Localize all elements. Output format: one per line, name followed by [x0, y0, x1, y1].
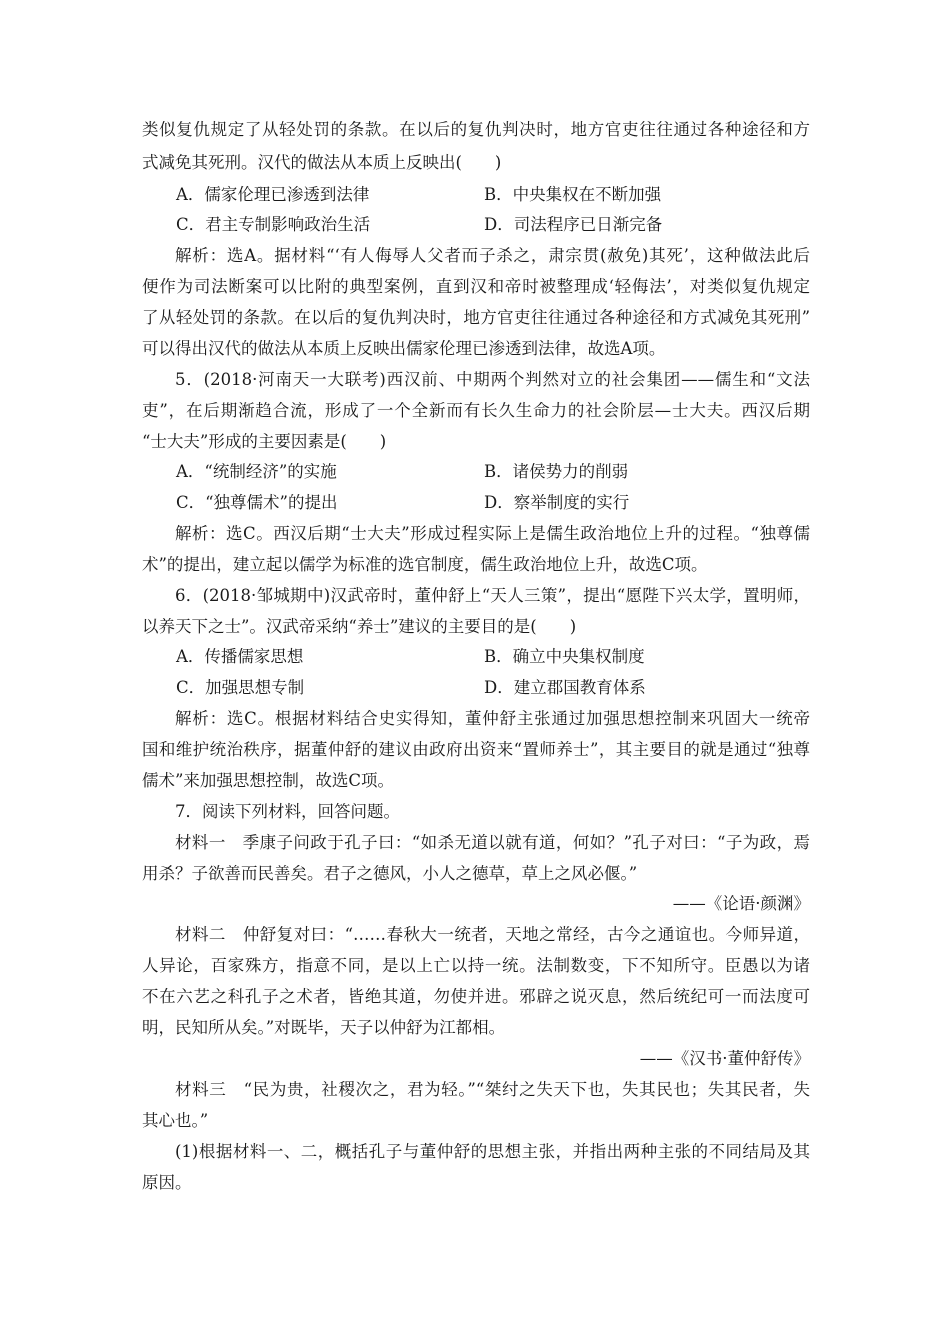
analysis-line: 了从轻处罚的条款。在以后的复仇判决时，地方官吏往往通过各种途径和方式减免其死刑”	[142, 308, 810, 327]
source-citation: ——《论语·颜渊》	[672, 894, 810, 913]
option-d: D．察举制度的实行	[484, 493, 630, 512]
question-6: 6．(2018·邹城期中)汉武帝时，董仲舒上“天人三策”，提出“愿陛下兴太学，置明师，	[175, 586, 810, 605]
option-c: C．加强思想专制	[176, 678, 305, 697]
analysis-line: 解析：选A。据材料“‘有人侮辱人父者而子杀之，肃宗贯(赦免)其死’，这种做法此后	[175, 246, 810, 265]
analysis-line: 便作为司法断案可以比附的典型案例，直到汉和帝时被整理成‘轻侮法’，对类似复仇规定	[142, 277, 810, 296]
question-line: “士大夫”形成的主要因素是( )	[142, 432, 387, 451]
source-citation: ——《汉书·董仲舒传》	[639, 1049, 810, 1068]
analysis-line: 国和维护统治秩序，据董仲舒的建议由政府出资来“置师养士”，其主要目的就是通过“独尊	[142, 740, 810, 759]
material-line: 用杀？子欲善而民善矣。君子之德风，小人之德草，草上之风必偃。”	[142, 864, 638, 883]
sub-question-1: (1)根据材料一、二，概括孔子与董仲舒的思想主张，并指出两种主张的不同结局及其	[175, 1142, 810, 1161]
analysis-line: 解析：选C。根据材料结合史实得知，董仲舒主张通过加强思想控制来巩固大一统帝	[175, 709, 810, 728]
option-d: D．司法程序已日渐完备	[484, 215, 663, 234]
option-b: B．诸侯势力的削弱	[484, 462, 629, 481]
material-line: 不在六艺之科孔子之术者，皆绝其道，勿使并进。邪辟之说灭息，然后统纪可一而法度可	[142, 987, 810, 1006]
question-line: 以养天下之士”。汉武帝采纳“养士”建议的主要目的是( )	[142, 617, 577, 636]
question-7: 7．阅读下列材料，回答问题。	[175, 802, 400, 821]
option-a: A．儒家伦理已渗透到法律	[176, 185, 370, 204]
option-c: C．君主专制影响政治生活	[176, 215, 371, 234]
question-5: 5．(2018·河南天一大联考)西汉前、中期两个判然对立的社会集团——儒生和“文法	[175, 370, 810, 389]
material-3: 材料三 “民为贵，社稷次之，君为轻。”“桀纣之失天下也，失其民也；失其民者，失	[175, 1080, 810, 1099]
text-line: 式减免其死刑。汉代的做法从本质上反映出( )	[142, 153, 502, 172]
text-line: 类似复仇规定了从轻处罚的条款。在以后的复仇判决时，地方官吏往往通过各种途径和方	[142, 120, 810, 139]
material-2: 材料二 仲舒复对曰：“……春秋大一统者，天地之常经，古今之通谊也。今师异道，	[175, 925, 810, 944]
analysis-line: 解析：选C。西汉后期“士大夫”形成过程实际上是儒生政治地位上升的过程。“独尊儒	[175, 524, 810, 543]
analysis-line: 可以得出汉代的做法从本质上反映出儒家伦理已渗透到法律，故选A项。	[142, 339, 666, 358]
material-line: 其心也。”	[142, 1111, 209, 1130]
question-line: 吏”，在后期渐趋合流，形成了一个全新而有长久生命力的社会阶层—士大夫。西汉后期	[142, 401, 810, 420]
material-1: 材料一 季康子问政于孔子曰：“如杀无道以就有道，何如？”孔子对曰：“子为政，焉	[175, 833, 810, 852]
analysis-line: 儒术”来加强思想控制，故选C项。	[142, 771, 395, 790]
option-b: B．确立中央集权制度	[484, 647, 645, 666]
option-c: C．“独尊儒术”的提出	[176, 493, 338, 512]
material-line: 明，民知所从矣。”对既毕，天子以仲舒为江都相。	[142, 1018, 506, 1037]
option-d: D．建立郡国教育体系	[484, 678, 646, 697]
analysis-line: 术”的提出，建立起以儒学为标准的选官制度，儒生政治地位上升，故选C项。	[142, 555, 708, 574]
option-a: A．传播儒家思想	[176, 647, 304, 666]
option-b: B．中央集权在不断加强	[484, 185, 662, 204]
option-a: A．“统制经济”的实施	[176, 462, 337, 481]
material-line: 人异论，百家殊方，指意不同，是以上亡以持一统。法制数变，下不知所守。臣愚以为诸	[142, 956, 810, 975]
sub-question-line: 原因。	[142, 1173, 192, 1192]
